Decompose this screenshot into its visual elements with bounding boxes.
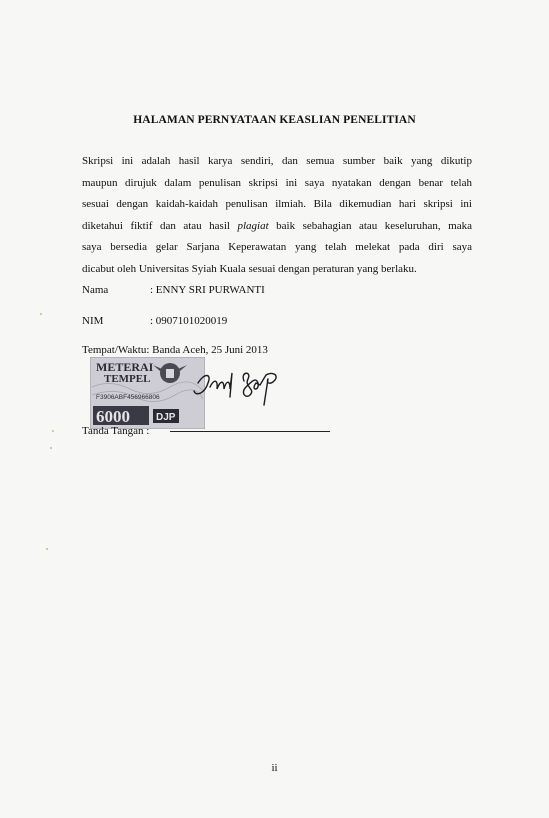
signature-label: Tanda Tangan : (82, 425, 150, 437)
nim-label: NIM (82, 315, 104, 327)
name-value: : ENNY SRI PURWANTI (150, 284, 265, 296)
nim-value: : 0907101020019 (150, 315, 228, 327)
nim-row (82, 315, 227, 327)
name-row (82, 284, 265, 296)
signature-stroke (243, 373, 276, 405)
signature-line (170, 431, 330, 432)
stamp-line1: METERAI (96, 360, 154, 374)
scan-speck (46, 548, 48, 550)
line-text: diketahui fiktif dan atau hasil (82, 219, 238, 232)
line-text: baik sebahagian atau keseluruhan, maka (268, 219, 473, 232)
stamp-value: 6000 (96, 407, 130, 426)
paragraph-line: saya bersedia gelar Sarjana Keperawatan yang telah melekat pada diri saya (82, 241, 472, 254)
signature-stroke (194, 373, 232, 397)
place-time: Tempat/Waktu: Banda Aceh, 25 Juni 2013 (82, 344, 268, 356)
paragraph-line: dicabut oleh Universitas Syiah Kuala sesuai dengan peraturan yang berlaku. (82, 262, 417, 275)
document-title: HALAMAN PERNYATAAN KEASLIAN PENELITIAN (133, 114, 416, 126)
revenue-stamp (90, 357, 205, 429)
paragraph-line: Skripsi ini adalah hasil karya sendiri, dan semua sumber baik yang dikutip (82, 155, 472, 167)
handwritten-signature (190, 365, 290, 410)
scan-speck (52, 430, 54, 432)
paragraph-line: maupun dirujuk dalam penulisan skripsi ini saya nyatakan dengan benar telah (82, 176, 472, 189)
paragraph-line: sesuai dengan kaidah-kaidah penulisan ilmiah. Bila dikemudian hari skripsi ini (82, 198, 472, 211)
stamp-line2: TEMPEL (104, 373, 151, 385)
scan-speck (40, 313, 42, 315)
paragraph-line (82, 216, 472, 238)
italic-word: plagiat (237, 219, 269, 232)
stamp-badge: DJP (156, 412, 176, 423)
name-label: Nama (82, 284, 109, 296)
scan-speck (50, 447, 52, 449)
page-number: ii (271, 762, 278, 774)
stamp-serial: F3906ABF456966806 (96, 394, 160, 401)
statement-paragraph (82, 151, 472, 281)
